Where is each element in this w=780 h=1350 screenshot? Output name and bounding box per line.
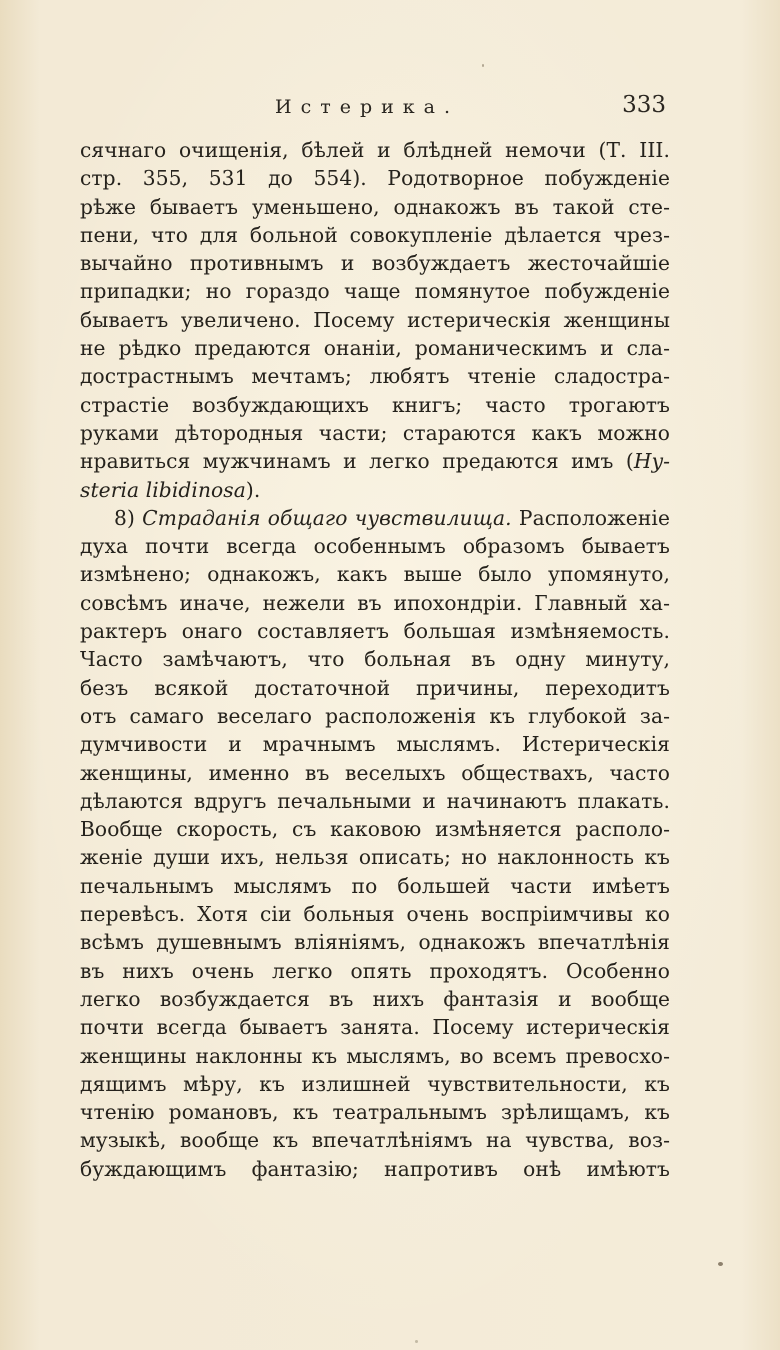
text-line: отъ самаго веселаго расположенія къ глубокой за- <box>80 703 670 728</box>
text-line: музыкѣ, вообще къ впечатлѣніямъ на чувства, воз- <box>80 1128 670 1153</box>
text-line: легко возбуждается въ нихъ фантазія и вообще <box>80 986 670 1011</box>
section-heading-line <box>80 504 670 532</box>
text-line: думчивости и мрачнымъ мыслямъ. Истерическія <box>80 732 670 757</box>
section-title: Страданія общаго чувствилища. <box>142 505 512 530</box>
paper-speck <box>482 64 484 67</box>
text-line: чтенію романовъ, къ театральнымъ зрѣлищамъ, къ <box>80 1100 670 1125</box>
text-line-with-italic <box>80 447 670 475</box>
text-line: рактеръ онаго составляетъ большая измѣняемость. <box>80 619 670 644</box>
section-number: 8) <box>114 505 135 530</box>
paper-speck <box>718 1262 723 1266</box>
text-line: духа почти всегда особеннымъ образомъ бываетъ <box>80 534 670 559</box>
page-header <box>80 92 670 128</box>
text-line: измѣнено; однакожъ, какъ выше было упомянуто, <box>80 562 670 587</box>
text-line: пени, что для больной совокупленіе дѣлается чрез- <box>80 222 670 247</box>
text-line: руками дѣтородныя части; стараются какъ можно <box>80 420 670 445</box>
text-line: буждающимъ фантазію; напротивъ онѣ имѣютъ <box>80 1156 670 1181</box>
page-number: 333 <box>622 92 666 118</box>
text-line: сячнаго очищенія, бѣлей и блѣдней немочи (Т. III. <box>80 138 670 162</box>
text-line: дѣлаются вдругъ печальными и начинаютъ плакать. <box>80 788 670 813</box>
text-segment: нравиться мужчинамъ и легко предаются имъ <box>80 449 626 474</box>
text-line: печальнымъ мыслямъ по большей части имѣетъ <box>80 873 670 898</box>
text-line: дящимъ мѣру, къ излишней чувствительности, къ <box>80 1071 670 1096</box>
text-line: въ нихъ очень легко опять проходятъ. Особенно <box>80 958 670 983</box>
text-line: дострастнымъ мечтамъ; любятъ чтеніе сладостра- <box>80 364 670 389</box>
text-line: перевѣсъ. Хотя сіи больныя очень воспріимчивы ко <box>80 902 670 927</box>
text-segment: Расположеніе <box>518 505 670 530</box>
italic-term: Hy- <box>633 449 670 474</box>
text-line: Вообще скорость, съ каковою измѣняется располо- <box>80 817 670 842</box>
text-line: женщины, именно въ веселыхъ обществахъ, часто <box>80 760 670 785</box>
text-line: женщины наклонны къ мыслямъ, во всемъ превосхо- <box>80 1043 670 1068</box>
text-line: стр. 355, 531 до 554). Родотворное побужденіе <box>80 166 670 191</box>
text-segment: ). <box>245 477 261 502</box>
paragraph-end-line <box>80 476 670 504</box>
text-line: вычайно противнымъ и возбуждаетъ жесточайшіе <box>80 251 670 276</box>
text-segment: ( <box>625 449 634 474</box>
text-line: рѣже бываетъ уменьшено, однакожъ въ такой сте- <box>80 194 670 219</box>
text-line: безъ всякой достаточной причины, переходитъ <box>80 675 670 700</box>
text-line: женіе души ихъ, нельзя описать; но наклонность къ <box>80 845 670 870</box>
body-text <box>80 136 670 1183</box>
text-line: всѣмъ душевнымъ вліяніямъ, однакожъ впечатлѣнія <box>80 930 670 955</box>
running-title: Истерика. <box>275 96 460 118</box>
paper-speck <box>415 1340 418 1343</box>
text-line: страстіе возбуждающихъ книгъ; часто трогаютъ <box>80 392 670 417</box>
text-line: бываетъ увеличено. Посему истерическія женщины <box>80 307 670 332</box>
text-line: совсѣмъ иначе, нежели въ ипохондріи. Главный ха- <box>80 590 670 615</box>
text-line: припадки; но гораздо чаще помянутое побужденіе <box>80 279 670 304</box>
text-line: Часто замѣчаютъ, что больная въ одну минуту, <box>80 647 670 672</box>
text-line: почти всегда бываетъ занята. Посему истерическія <box>80 1015 670 1040</box>
text-line: не рѣдко предаются онаніи, романическимъ и сла- <box>80 336 670 361</box>
italic-term: steria libidinosa <box>80 477 246 502</box>
